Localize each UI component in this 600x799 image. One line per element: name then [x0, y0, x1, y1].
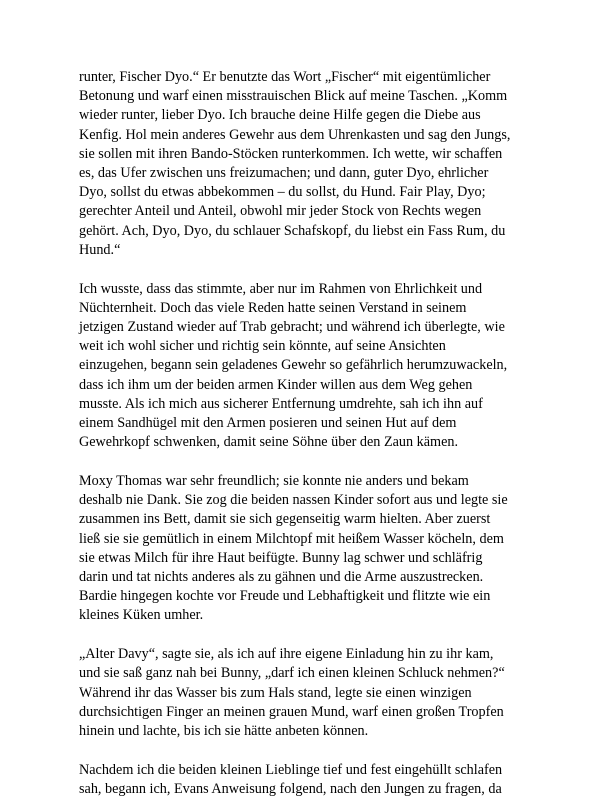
paragraph-4: „Alter Davy“, sagte sie, als ich auf ihre eigene Einladung hin zu ihr kam, und sie saß ganz nah bei Bunny, „darf ich einen kleinen Schluck nehmen?“ Während ihr das Wasser bis zum Hals stand, legte sie einen winzigen durchsichtigen Finger an meinen grauen Mund, warf einen großen Tropfen hinein und lachte, bis ich sie hätte anbeten können.	[79, 646, 505, 740]
paragraph-1: runter, Fischer Dyo.“ Er benutzte das Wort „Fischer“ mit eigentümlicher Betonung und warf einen misstrauischen Blick auf meine Taschen. „Komm wieder runter, lieber Dyo. Ich brauche deine Hilfe gegen die Diebe aus Kenfig. Hol mein anderes Gewehr aus dem Uhrenkasten und sag den Jungs, sie sollen mit ihren Bando-Stöcken runterkommen. Ich wette, wir schaffen es, das Ufer zwischen uns freizumachen; und dann, guter Dyo, ehrlicher Dyo, sollst du etwas abbekommen – du sollst, du Hund. Fair Play, Dyo; gerechter Anteil und Anteil, obwohl mir jeder Stock von Rechts wegen gehört. Ach, Dyo, Dyo, du schlauer Schafskopf, du liebst ein Fass Rum, du Hund.“	[79, 69, 511, 258]
paragraph-2: Ich wusste, dass das stimmte, aber nur im Rahmen von Ehrlichkeit und Nüchternheit. Doch das viele Reden hatte seinen Verstand in seinem jetzigen Zustand wieder auf Trab gebracht; und während ich überlegte, wie weit ich wohl sicher und richtig sein könnte, auf seine Ansichten einzugehen, begann sein geladenes Gewehr so gefährlich herumzuwackeln, dass ich ihm um der beiden armen Kinder willen aus dem Weg gehen musste. Als ich mich aus sicherer Entfernung umdrehte, sah ich ihn auf einem Sandhügel mit den Armen posieren und seinen Hut auf dem Gewehrkopf schwenken, damit seine Söhne über den Zaun kämen.	[79, 280, 508, 451]
paragraph-3: Moxy Thomas war sehr freundlich; sie konnte nie anders und bekam deshalb nie Dank. Sie zog die beiden nassen Kinder sofort aus und legte sie zusammen ins Bett, damit sie sich gegenseitig warm hielten. Aber zuerst ließ sie sie gemütlich in einem Milchtopf mit heißem Wasser köcheln, dem sie etwas Milch für ihre Haut beifügte. Bunny lag schwer und schläfrig darin und tat nichts anderes als zu gähnen und die Arme auszustrecken. Bardie hingegen kochte vor Freude und Lebhaftigkeit und flitzte wie ein kleines Küken umher.	[79, 473, 508, 624]
paragraph-5: Nachdem ich die beiden kleinen Lieblinge tief und fest eingehüllt schlafen sah, begann ich, Evans Anweisung folgend, nach den Jungen zu fragen, da	[79, 761, 503, 798]
page-body	[79, 68, 534, 799]
